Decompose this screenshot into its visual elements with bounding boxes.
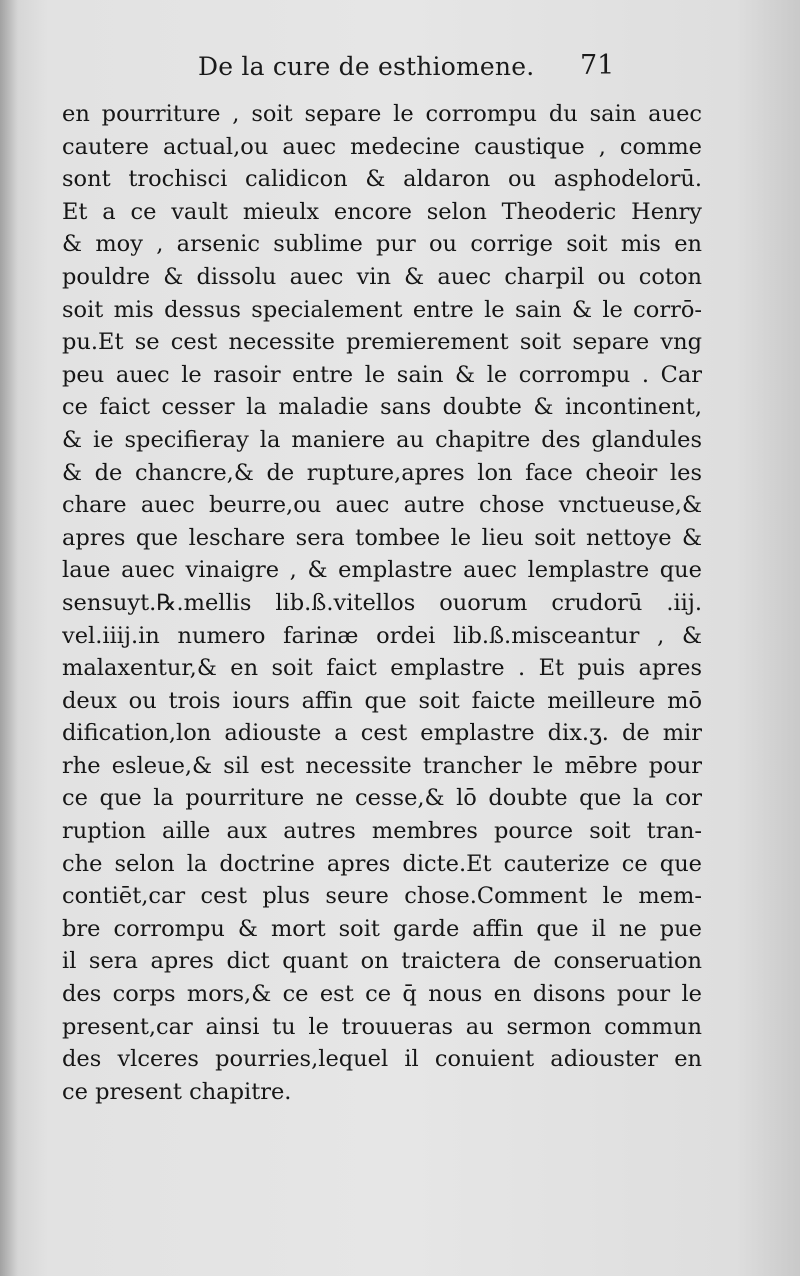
text-line: vel.iiij.in numero farinæ ordei lib.ß.misceantur , & xyxy=(62,622,702,649)
text-line: ce present chapitre. xyxy=(62,1078,292,1105)
text-line: chare auec beurre,ou auec autre chose vnctueuse,& xyxy=(62,492,702,519)
text-line: ce que la pourriture ne cesse,& lō doubte que la cor xyxy=(62,785,702,812)
text-line: peu auec le rasoir entre le sain & le corrompu . Car xyxy=(62,361,702,388)
text-line: malaxentur,& en soit faict emplastre . Et puis apres xyxy=(62,655,702,682)
text-line: & moy , arsenic sublime pur ou corrige soit mis en xyxy=(62,231,702,258)
text-line: pouldre & dissolu auec vin & auec charpil ou coton xyxy=(62,263,702,290)
text-line: present,car ainsi tu le trouueras au sermon commun xyxy=(62,1013,702,1040)
text-line: che selon la doctrine apres dicte.Et cauterize ce que xyxy=(62,850,702,877)
text-line: soit mis dessus specialement entre le sain & le corrō- xyxy=(62,296,702,323)
text-line: ce faict cesser la maladie sans doubte & incontinent, xyxy=(62,394,702,421)
text-line: rhe esleue,& sil est necessite trancher le mēbre pour xyxy=(62,752,702,779)
text-line: il sera apres dict quant on traictera de conseruation xyxy=(62,948,702,975)
text-line: Et a ce vault mieulx encore selon Theoderic Henry xyxy=(62,198,702,225)
text-line: & ie specifieray la maniere au chapitre des glandules xyxy=(62,426,702,453)
text-line: bre corrompu & mort soit garde affin que il ne pue xyxy=(62,915,702,942)
text-line: en pourriture , soit separe le corrompu du sain auec xyxy=(62,101,702,127)
text-line: des vlceres pourries,lequel il conuient adiouster en xyxy=(62,1046,702,1073)
spine-shadow xyxy=(0,0,18,1276)
running-title: De la cure de esthiomene. xyxy=(198,52,535,81)
text-line: ruption aille aux autres membres pource soit tran- xyxy=(62,818,702,845)
text-line: contiēt,car cest plus seure chose.Comment le mem- xyxy=(62,883,702,910)
text-line: & de chancre,& de rupture,apres lon face cheoir les xyxy=(62,459,702,486)
text-line: apres que leschare sera tombee le lieu soit nettoye & xyxy=(62,524,702,551)
text-line: pu.Et se cest necessite premierement soit separe vng xyxy=(62,329,702,356)
text-line: dification,lon adiouste a cest emplastre dix.ʒ. de mir xyxy=(62,720,702,747)
text-line: des corps mors,& ce est ce q̄ nous en disons pour le xyxy=(62,981,702,1008)
text-line: laue auec vinaigre , & emplastre auec lemplastre que xyxy=(62,557,702,584)
body-text xyxy=(62,98,702,1108)
text-line: sensuyt.℞.mellis lib.ß.vitellos ouorum crudorū .iij. xyxy=(62,589,702,616)
page-number: 71 xyxy=(580,50,615,81)
text-line: cautere actual,ou auec medecine caustique , comme xyxy=(62,133,702,160)
text-line: sont trochisci calidicon & aldaron ou asphodelorū. xyxy=(62,166,702,193)
text-line: deux ou trois iours affin que soit faicte meilleure mō xyxy=(62,687,702,714)
